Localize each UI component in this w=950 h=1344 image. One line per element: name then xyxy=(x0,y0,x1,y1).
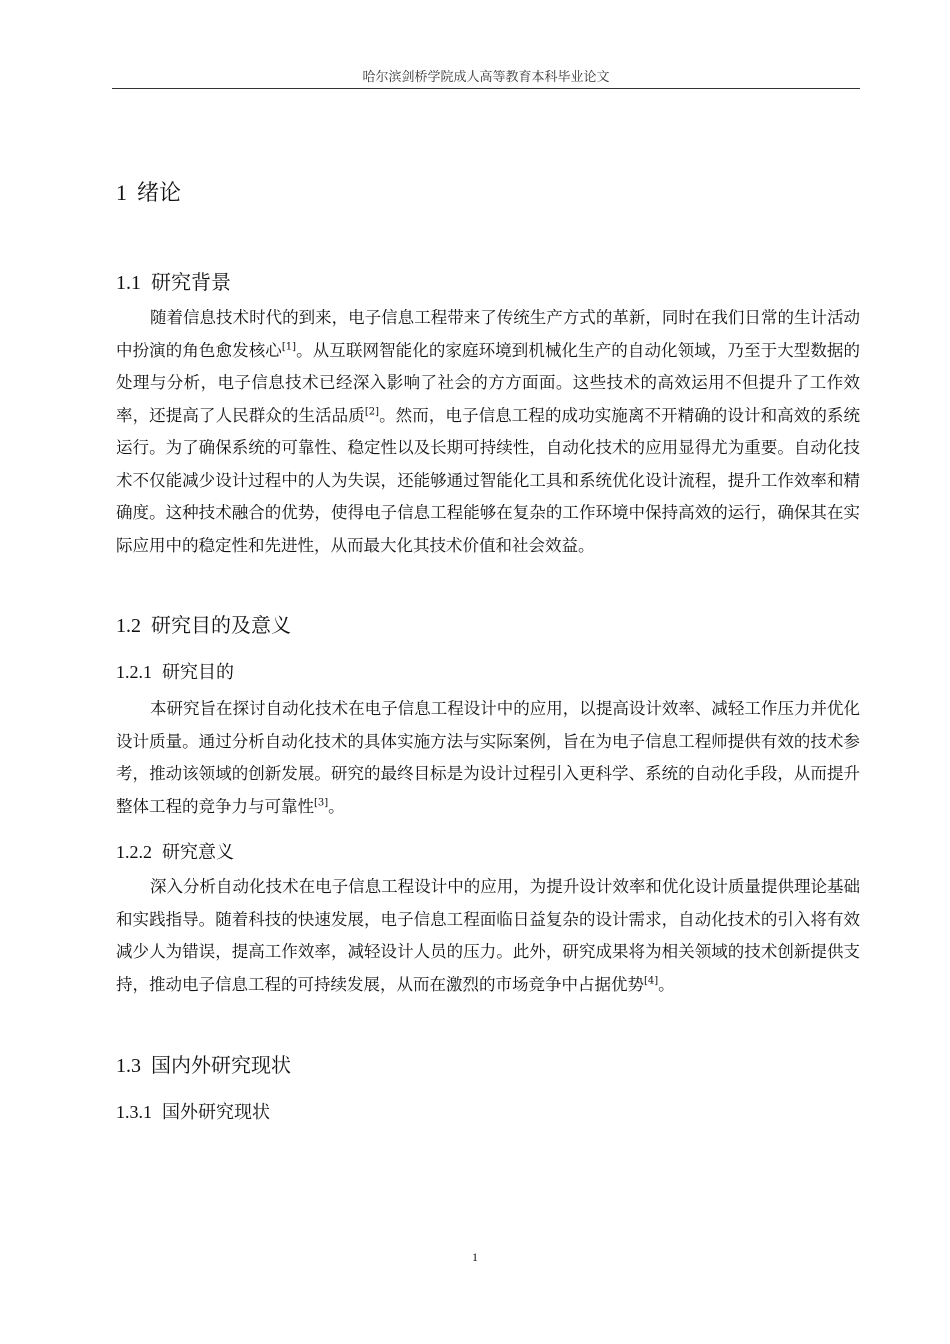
subsection-number: 1.2.2 xyxy=(116,842,152,862)
citation-3: [3] xyxy=(314,797,329,808)
page-number: 1 xyxy=(472,1250,478,1264)
subsection-heading-1-2-2 xyxy=(116,838,234,864)
paragraph-text: 本研究旨在探讨自动化技术在电子信息工程设计中的应用，以提高设计效率、减轻工作压力并优化设计质量。通过分析自动化技术的具体实施方法与实际案例，旨在为电子信息工程师提供有效的技术参考，推动该领域的创新发展。研究的最终目标是为设计过程引入更科学、系统的自动化手段，从而提升整体工程的竞争力与可靠性 xyxy=(116,699,860,816)
subsection-title: 研究目的 xyxy=(162,662,234,683)
chapter-title: 绪论 xyxy=(137,181,182,206)
paragraph-text: 。 xyxy=(658,974,675,994)
section-title: 研究背景 xyxy=(151,270,231,294)
running-header: 哈尔滨剑桥学院成人高等教育本科毕业论文 xyxy=(362,70,610,85)
subsection-heading-1-3-1 xyxy=(116,1098,270,1124)
paragraph-text: 。 xyxy=(328,796,345,816)
section-number: 1.1 xyxy=(116,272,141,294)
paragraph-research-purpose xyxy=(116,693,860,823)
paragraph-text: 随着信息技术时代的到来，电子信息工程带来了传统生产方式的革新，同时在我们日常的生计活动中扮演的角色愈发核心 xyxy=(116,308,860,360)
chapter-number: 1 xyxy=(116,180,127,205)
subsection-title: 研究意义 xyxy=(162,842,234,863)
section-heading-1-2 xyxy=(116,609,291,638)
subsection-number: 1.2.1 xyxy=(116,662,152,682)
section-number: 1.3 xyxy=(116,1055,141,1077)
section-heading-1-3 xyxy=(116,1049,291,1078)
subsection-title: 国外研究现状 xyxy=(162,1102,270,1123)
paragraph-text: 。然而，电子信息工程的成功实施离不开精确的设计和高效的系统运行。为了确保系统的可靠性、稳定性以及长期可持续性，自动化技术的应用显得尤为重要。自动化技术不仅能减少设计过程中的人为失误，还能够通过智能化工具和系统优化设计流程，提升工作效率和精确度。这种技术融合的优势，使得电子信息工程能够在复杂的工作环境中保持高效的运行，确保其在实际应用中的稳定性和先进性，从而最大化其技术价值和社会效益。 xyxy=(116,405,861,555)
citation-2: [2] xyxy=(364,406,379,417)
citation-4: [4] xyxy=(644,975,659,986)
section-heading-1-1 xyxy=(116,266,231,295)
paragraph-research-significance xyxy=(116,871,860,1001)
header-rule xyxy=(112,88,860,89)
chapter-heading xyxy=(116,176,181,207)
subsection-number: 1.3.1 xyxy=(116,1102,152,1122)
section-title: 研究目的及意义 xyxy=(151,613,291,637)
paragraph-research-background xyxy=(116,302,860,562)
citation-1: [1] xyxy=(281,341,297,352)
paragraph-text: 深入分析自动化技术在电子信息工程设计中的应用，为提升设计效率和优化设计质量提供理论基础和实践指导。随着科技的快速发展，电子信息工程面临日益复杂的设计需求，自动化技术的引入将有效减少人为错误，提高工作效率，减轻设计人员的压力。此外，研究成果将为相关领域的技术创新提供支持，推动电子信息工程的可持续发展，从而在激烈的市场竞争中占据优势 xyxy=(116,877,860,994)
section-title: 国内外研究现状 xyxy=(151,1053,291,1077)
subsection-heading-1-2-1 xyxy=(116,658,234,684)
paragraph-text: 。从互联网智能化的家庭环境到机械化生产的自动化领域，乃至于大型数据的处理与分析，电子信息技术已经深入影响了社会的方方面面。这些技术的高效运用不但提升了工作效率，还提高了人民群众的生活品质 xyxy=(116,340,861,425)
section-number: 1.2 xyxy=(116,615,141,637)
